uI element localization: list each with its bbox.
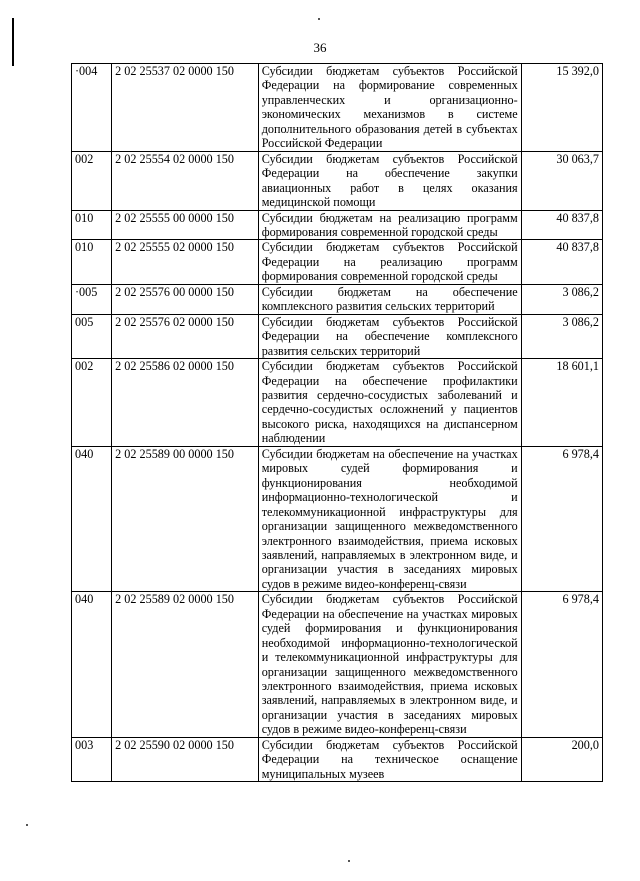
amount: 30 063,7 <box>521 151 602 210</box>
revenue-description: Субсидии бюджетам на реализацию программ формирования современной городской среды <box>258 210 521 240</box>
scan-speck <box>318 18 320 20</box>
recipient-code: 002 <box>72 151 112 210</box>
page-number: 36 <box>313 40 327 55</box>
revenue-description: Субсидии бюджетам на обеспечение комплексного развития сельских территорий <box>258 284 521 314</box>
recipient-code: 040 <box>72 446 112 592</box>
table-row <box>72 240 603 284</box>
table-row <box>72 446 603 592</box>
scan-speck <box>26 824 28 826</box>
table-row <box>72 284 603 314</box>
amount: 40 837,8 <box>521 210 602 240</box>
recipient-code: 010 <box>72 210 112 240</box>
recipient-code: ·005 <box>72 284 112 314</box>
table-row <box>72 64 603 152</box>
budget-classification-code: 2 02 25576 02 0000 150 <box>112 314 259 358</box>
budget-classification-code: 2 02 25589 00 0000 150 <box>112 446 259 592</box>
budget-classification-code: 2 02 25554 02 0000 150 <box>112 151 259 210</box>
amount: 6 978,4 <box>521 446 602 592</box>
revenue-description: Субсидии бюджетам субъектов Российской Федерации на обеспечение на участках мировых судей формирования и функционирования необходимой информационно-технологической и телекоммуникационной инфраструктуры для организации защищенного межведомственного электронного взаимодействия, приема исковых заявлений, направляемых в электронном виде, и организации участия в заседаниях мировых судов в режиме видео-конференц-связи <box>258 592 521 738</box>
amount: 200,0 <box>521 737 602 781</box>
budget-classification-code: 2 02 25537 02 0000 150 <box>112 64 259 152</box>
budget-classification-code: 2 02 25576 00 0000 150 <box>112 284 259 314</box>
budget-classification-code: 2 02 25555 00 0000 150 <box>112 210 259 240</box>
recipient-code: 005 <box>72 314 112 358</box>
budget-table <box>71 63 603 782</box>
scan-speck <box>348 860 350 862</box>
table-row <box>72 314 603 358</box>
recipient-code: 003 <box>72 737 112 781</box>
recipient-code: 040 <box>72 592 112 738</box>
amount: 18 601,1 <box>521 359 602 447</box>
revenue-description: Субсидии бюджетам субъектов Российской Федерации на обеспечение профилактики развития сердечно-сосудистых заболеваний и сердечно-сосудистых осложнений у пациентов высокого риска, находящихся на диспансерном наблюдении <box>258 359 521 447</box>
revenue-description: Субсидии бюджетам субъектов Российской Федерации на обеспечение закупки авиационных работ в целях оказания медицинской помощи <box>258 151 521 210</box>
recipient-code: 010 <box>72 240 112 284</box>
revenue-description: Субсидии бюджетам на обеспечение на участках мировых судей формирования и функционирования необходимой информационно-технологической и телекоммуникационной инфраструктуры для организации защищенного межведомственного электронного взаимодействия, приема исковых заявлений, направляемых в электронном виде, и организации участия в заседаниях мировых судов в режиме видео-конференц-связи <box>258 446 521 592</box>
revenue-description: Субсидии бюджетам субъектов Российской Федерации на реализацию программ формирования современной городской среды <box>258 240 521 284</box>
table-row <box>72 210 603 240</box>
amount: 3 086,2 <box>521 284 602 314</box>
table-row <box>72 592 603 738</box>
amount: 3 086,2 <box>521 314 602 358</box>
amount: 15 392,0 <box>521 64 602 152</box>
revenue-description: Субсидии бюджетам субъектов Российской Федерации на формирование современных управленческих и организационно-экономических механизмов в системе дополнительного образования детей в субъектах Российской Федерации <box>258 64 521 152</box>
revenue-description: Субсидии бюджетам субъектов Российской Федерации на обеспечение комплексного развития сельских территорий <box>258 314 521 358</box>
amount: 6 978,4 <box>521 592 602 738</box>
budget-classification-code: 2 02 25590 02 0000 150 <box>112 737 259 781</box>
amount: 40 837,8 <box>521 240 602 284</box>
budget-classification-code: 2 02 25589 02 0000 150 <box>112 592 259 738</box>
table-row <box>72 359 603 447</box>
budget-classification-code: 2 02 25586 02 0000 150 <box>112 359 259 447</box>
revenue-description: Субсидии бюджетам субъектов Российской Федерации на техническое оснащение муниципальных музеев <box>258 737 521 781</box>
table-row <box>72 737 603 781</box>
recipient-code: ·004 <box>72 64 112 152</box>
recipient-code: 002 <box>72 359 112 447</box>
budget-classification-code: 2 02 25555 02 0000 150 <box>112 240 259 284</box>
table-row <box>72 151 603 210</box>
